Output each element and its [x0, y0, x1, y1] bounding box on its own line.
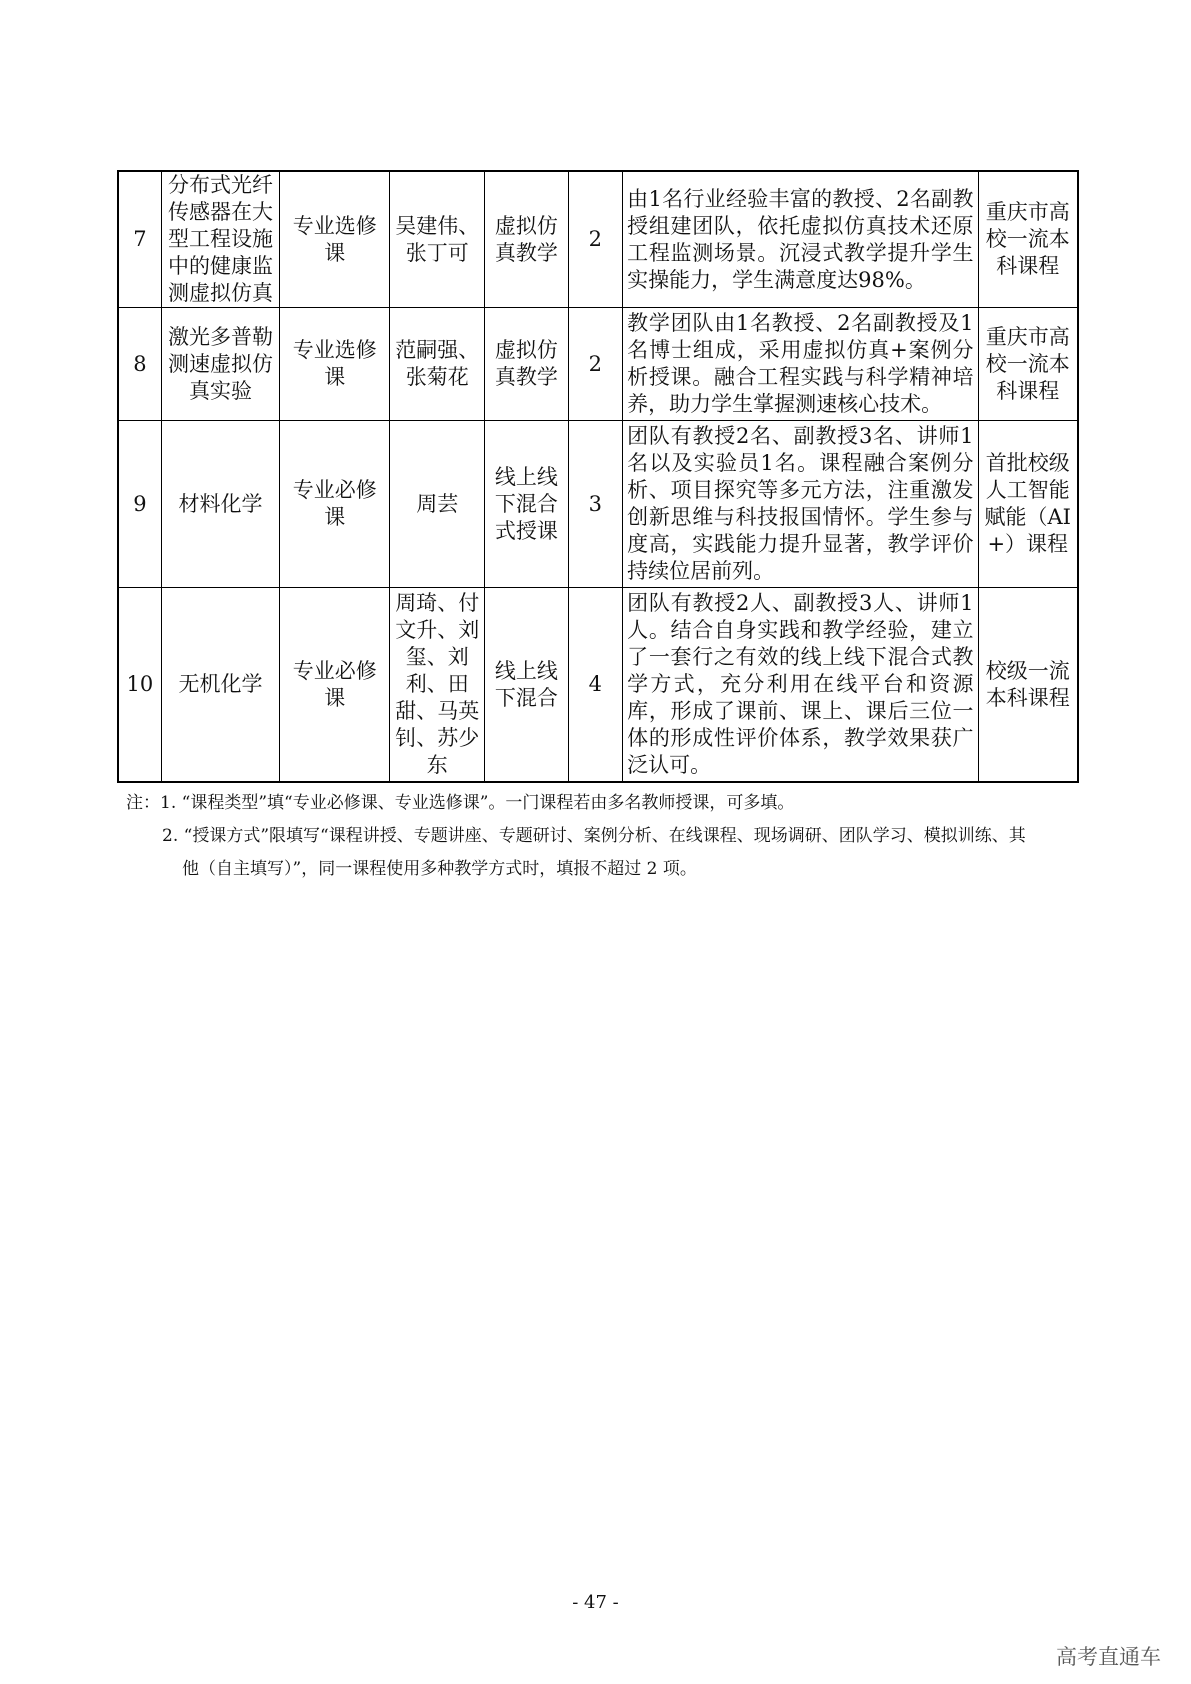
course-name: 分布式光纤传感器在大型工程设施中的健康监测虚拟仿真 — [161, 171, 279, 308]
course-honor: 重庆市高校一流本科课程 — [978, 308, 1078, 421]
watermark: 高考直通车 — [1056, 1645, 1161, 1669]
row-number: 10 — [118, 588, 161, 783]
teaching-mode: 虚拟仿真教学 — [485, 308, 568, 421]
note-1: 注：1. “课程类型”填“专业必修课、专业选修课”。一门课程若由多名教师授课，可多填。 — [126, 793, 795, 813]
course-teachers: 吴建伟、张丁可 — [390, 171, 485, 308]
row-number: 7 — [118, 171, 161, 308]
course-name: 材料化学 — [161, 421, 279, 588]
page-number: - 47 - — [572, 1592, 619, 1613]
course-table — [117, 170, 1079, 783]
table-row — [118, 308, 1078, 421]
course-honor: 首批校级人工智能赋能（AI+）课程 — [978, 421, 1078, 588]
teaching-mode: 线上线下混合式授课 — [485, 421, 568, 588]
teaching-mode: 线上线下混合 — [485, 588, 568, 783]
team-description: 团队有教授2名、副教授3名、讲师1名以及实验员1名。课程融合案例分析、项目探究等多元方法，注重激发创新思维与科技报国情怀。学生参与度高，实践能力提升显著，教学评价持续位居前列。 — [623, 421, 978, 588]
table-row — [118, 421, 1078, 588]
course-hours: 2 — [568, 171, 623, 308]
course-type: 专业必修课 — [280, 421, 390, 588]
course-honor: 重庆市高校一流本科课程 — [978, 171, 1078, 308]
course-name: 激光多普勒测速虚拟仿真实验 — [161, 308, 279, 421]
course-hours: 3 — [568, 421, 623, 588]
team-description: 团队有教授2人、副教授3人、讲师1人。结合自身实践和教学经验，建立了一套行之有效的线上线下混合式教学方式，充分利用在线平台和资源库，形成了课前、课上、课后三位一体的形成性评价体系，教学效果获广泛认可。 — [623, 588, 978, 783]
course-type: 专业必修课 — [280, 588, 390, 783]
team-description: 教学团队由1名教授、2名副教授及1名博士组成，采用虚拟仿真+案例分析授课。融合工程实践与科学精神培养，助力学生掌握测速核心技术。 — [623, 308, 978, 421]
note-2: 2. “授课方式”限填写“课程讲授、专题讲座、专题研讨、案例分析、在线课程、现场调研、团队学习、模拟训练、其 — [162, 826, 1026, 846]
row-number: 8 — [118, 308, 161, 421]
row-number: 9 — [118, 421, 161, 588]
course-honor: 校级一流本科课程 — [978, 588, 1078, 783]
course-type: 专业选修课 — [280, 171, 390, 308]
course-type: 专业选修课 — [280, 308, 390, 421]
note-2-continued: 他（自主填写）”，同一课程使用多种教学方式时，填报不超过 2 项。 — [182, 859, 697, 879]
course-teachers: 周芸 — [390, 421, 485, 588]
table-row — [118, 588, 1078, 783]
teaching-mode: 虚拟仿真教学 — [485, 171, 568, 308]
course-name: 无机化学 — [161, 588, 279, 783]
team-description: 由1名行业经验丰富的教授、2名副教授组建团队，依托虚拟仿真技术还原工程监测场景。沉浸式教学提升学生实操能力，学生满意度达98%。 — [623, 171, 978, 308]
course-teachers: 范嗣强、张菊花 — [390, 308, 485, 421]
table-notes — [126, 787, 1076, 886]
course-hours: 4 — [568, 588, 623, 783]
table-row — [118, 171, 1078, 308]
course-teachers: 周琦、付文升、刘玺、刘利、田甜、马英钊、苏少东 — [390, 588, 485, 783]
course-hours: 2 — [568, 308, 623, 421]
